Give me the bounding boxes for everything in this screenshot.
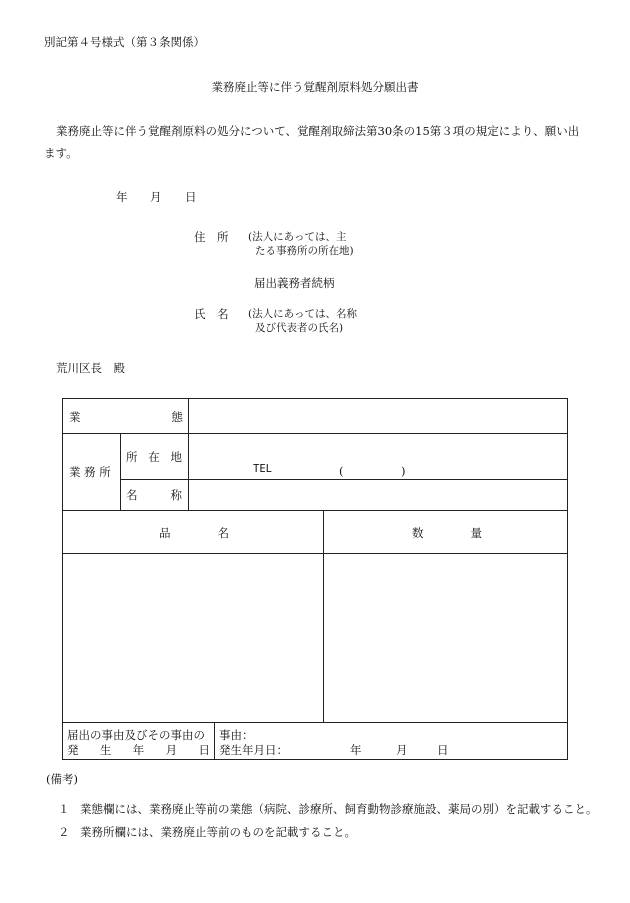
- date-month: 月: [150, 190, 162, 204]
- row-divider: [63, 553, 567, 554]
- address-label: 住 所: [194, 230, 229, 244]
- occurrence-date-label: 発生年月日：: [219, 743, 288, 757]
- row-divider: [63, 722, 567, 723]
- occurrence-day: 日: [437, 743, 449, 757]
- name-note-line2: 及び代表者の氏名): [255, 322, 344, 334]
- col-divider: [188, 399, 189, 510]
- col-divider: [214, 722, 215, 759]
- reporter-relation-heading: 届出義務者続柄: [254, 276, 335, 290]
- body-text-line1: 業務廃止等に伴う覚醒剤原料の処分について、覚醒剤取締法第30条の15第３項の規定により、願い出: [56, 124, 580, 138]
- note-2-text: 業務所欄には、業務廃止等前のものを記載すること。: [80, 825, 356, 839]
- body-text-line2: ます。: [44, 146, 78, 160]
- note-1-number: １: [58, 802, 70, 816]
- col-divider: [323, 510, 324, 722]
- address-note-line2: たる事務所の所在地): [255, 245, 354, 257]
- document-title: 業務廃止等に伴う覚醒剤原料処分願出書: [211, 80, 419, 94]
- name-label: 氏 名: [194, 307, 229, 321]
- business-type-label: 業 態: [69, 410, 183, 424]
- note-1-text: 業態欄には、業務廃止等前の業態（病院、診療所、飼育動物診療施設、薬局の別）を記載すること。: [80, 802, 598, 816]
- notes-heading: (備考): [46, 772, 78, 786]
- addressee: 荒川区長 殿: [56, 361, 125, 375]
- tel-parentheses: ( ): [339, 464, 406, 478]
- occurrence-year: 年: [350, 743, 362, 757]
- date-year: 年: [116, 190, 128, 204]
- occurrence-month: 月: [396, 743, 408, 757]
- row-divider: [63, 433, 567, 434]
- office-label: 業 務 所: [69, 465, 111, 479]
- reason-field-label: 事由：: [219, 728, 254, 742]
- tel-label: TEL: [253, 463, 272, 475]
- application-table: [62, 398, 568, 760]
- reason-label-line2: 発 生 年 月 日: [67, 743, 210, 757]
- date-day: 日: [185, 190, 197, 204]
- location-label: 所 在 地: [126, 450, 182, 464]
- form-number: 別記第４号様式（第３条関係）: [44, 35, 205, 49]
- name-note-line1: (法人にあっては、名称: [248, 308, 357, 320]
- address-note-line1: (法人にあっては、主: [248, 231, 347, 243]
- product-name-header: 品 名: [159, 526, 229, 540]
- col-divider: [120, 433, 121, 510]
- office-name-label: 名 称: [126, 488, 182, 502]
- row-divider: [63, 510, 567, 511]
- note-2-number: ２: [58, 825, 70, 839]
- quantity-header: 数 量: [412, 526, 482, 540]
- reason-label-line1: 届出の事由及びその事由の: [67, 728, 205, 742]
